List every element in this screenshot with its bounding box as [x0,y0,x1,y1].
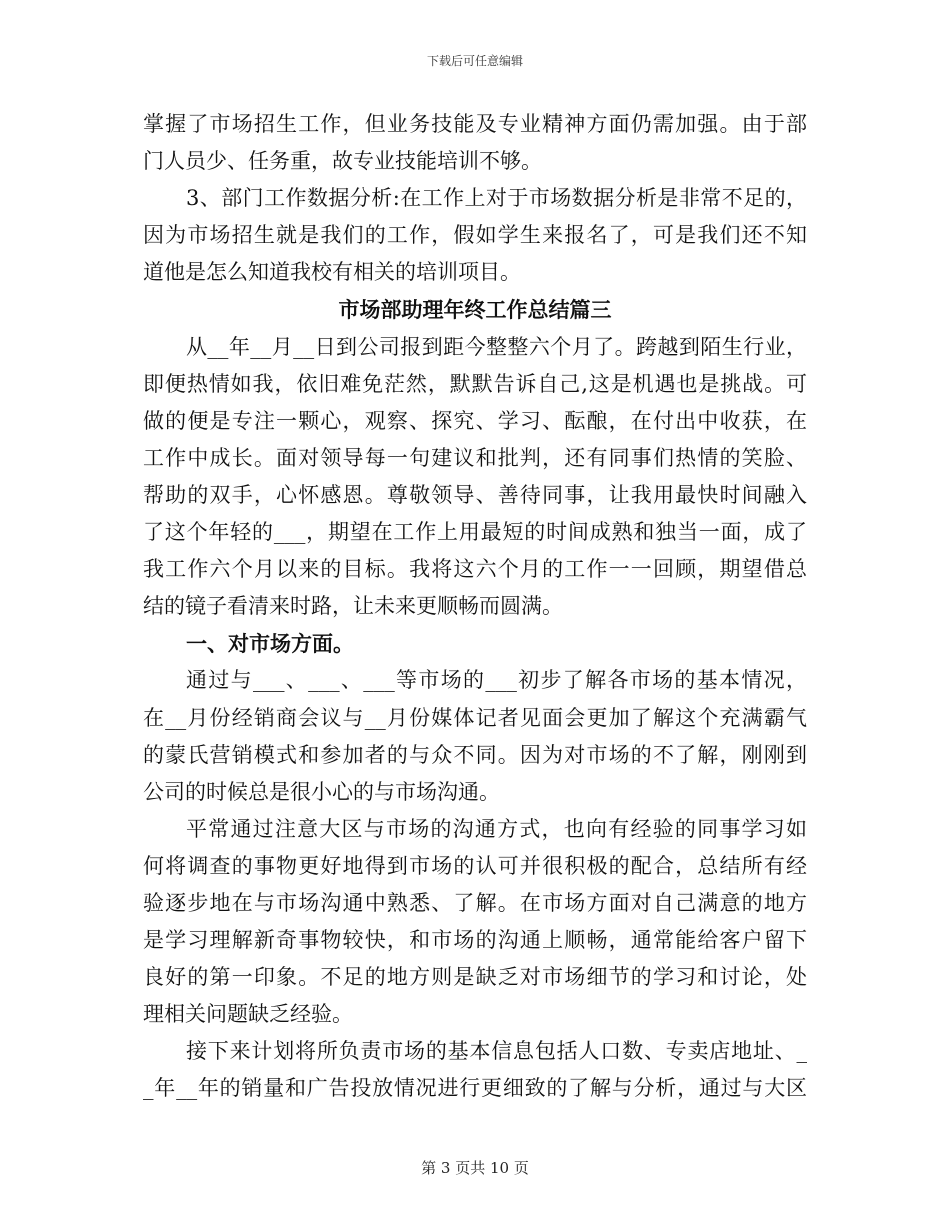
page-footer: 第 3 页共 10 页 [421,1159,529,1177]
paragraph-line: 在__月份经销商会议与__月份媒体记者见面会更加了解这个充满霸气 [143,705,807,730]
paragraph-line: 平常通过注意大区与市场的沟通方式，也向有经验的同事学习如 [186,816,807,841]
paragraph-line: 掌握了市场招生工作，但业务技能及专业精神方面仍需加强。由于部 [143,112,807,136]
paragraph-line: 做的便是专注一颗心，观察、探究、学习、酝酿，在付出中收获，在 [143,408,807,433]
paragraph-line: 从__年__月__日到公司报到距今整整六个月了。跨越到陌生行业， [186,334,807,359]
document-body [143,106,807,1108]
paragraph-line: 我工作六个月以来的目标。我将这六个月的工作一一回顾，期望借总 [143,557,807,582]
page-header: 下载后可任意编辑 [426,54,523,68]
paragraph-line: 验逐步地在与市场沟通中熟悉、了解。在市场方面对自己满意的地方 [143,890,807,915]
paragraph-line: 理相关问题缺乏经验。 [143,1002,353,1027]
paragraph-line: 何将调查的事物更好地得到市场的认可并很积极的配合，总结所有经 [143,853,807,878]
subsection-heading: 一、对市场方面。 [186,631,354,657]
paragraph-line: 工作中成长。面对领导每一句建议和批判，还有同事们热情的笑脸、 [143,445,807,470]
paragraph-line: _年__年的销量和广告投放情况进行更细致的了解与分析，通过与大区 [143,1076,807,1101]
paragraph-line: 良好的第一印象。不足的地方则是缺乏对市场细节的学习和讨论，处 [143,965,807,990]
paragraph-line: 即便热情如我，依旧难免茫然，默默告诉自己,这是机遇也是挑战。可 [143,371,807,396]
paragraph-line: 是学习理解新奇事物较快，和市场的沟通上顺畅，通常能给客户留下 [143,928,807,953]
paragraph-line: 道他是怎么知道我校有相关的培训项目。 [143,260,521,285]
paragraph-line: 公司的时候总是很小心的与市场沟通。 [143,779,500,804]
paragraph-line: 帮助的双手，心怀感恩。尊敬领导、善待同事，让我用最快时间融入 [143,482,807,507]
paragraph-line: 因为市场招生就是我们的工作，假如学生来报名了，可是我们还不知 [143,223,807,248]
paragraph-line: 结的镜子看清来时路，让未来更顺畅而圆满。 [143,594,563,619]
section-heading: 市场部助理年终工作总结篇三 [338,297,612,323]
paragraph-line: 通过与___、___、___等市场的___初步了解各市场的基本情况， [186,668,807,693]
paragraph-line: 接下来计划将所负责市场的基本信息包括人口数、专卖店地址、_ [186,1039,807,1064]
paragraph-line: 的蒙氏营销模式和参加者的与众不同。因为对市场的不了解，刚刚到 [143,742,807,767]
paragraph-line: 门人员少、任务重，故专业技能培训不够。 [143,149,542,174]
paragraph-line: 了这个年轻的___，期望在工作上用最短的时间成熟和独当一面，成了 [143,520,807,545]
paragraph-line: 3、部门工作数据分析:在工作上对于市场数据分析是非常不足的， [186,186,807,211]
